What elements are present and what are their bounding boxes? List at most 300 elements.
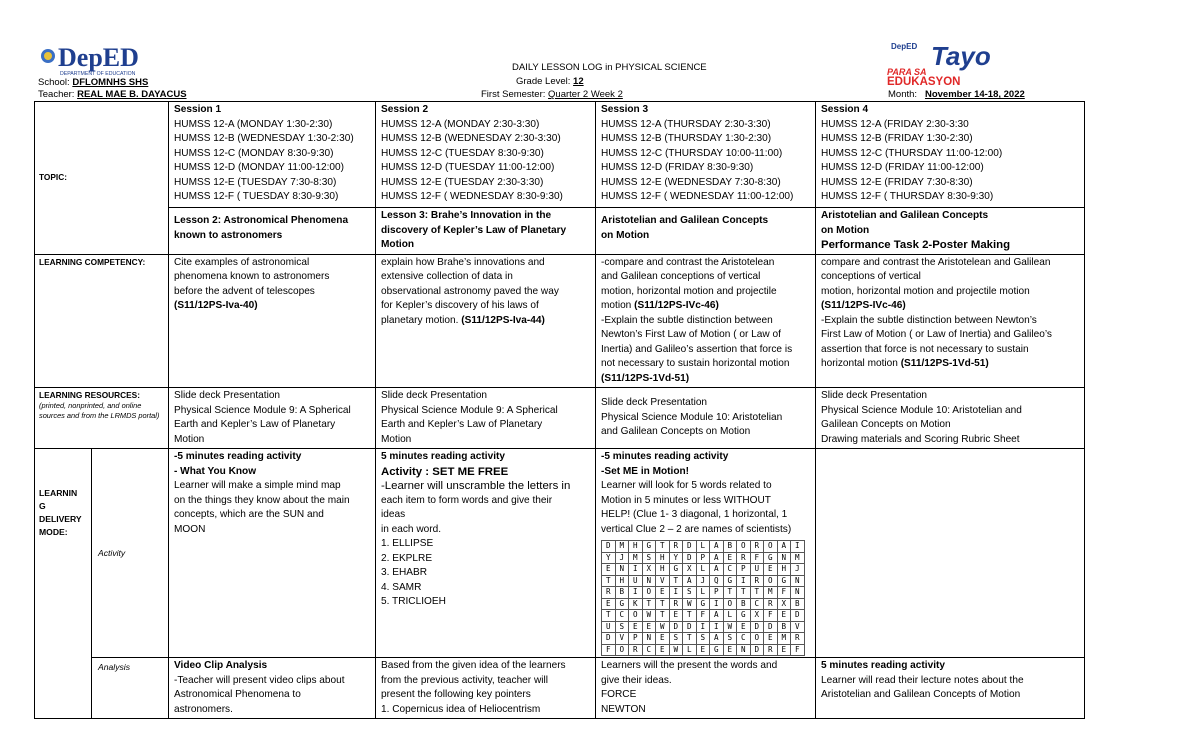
sessions-0-analysis_body-line: astronomers. [174,703,233,715]
word-grid-cell: P [696,552,710,564]
sessions-3-analysis_body-line: Learner will read their lecture notes about the [821,674,1024,686]
word-grid-cell: E [656,587,670,599]
word-grid-row [602,575,805,587]
word-grid-cell: B [791,598,805,610]
word-grid-cell: G [642,541,656,553]
word-grid-cell: T [642,598,656,610]
sessions-1-activity_list-line: 5. TRICLIOEH [381,596,446,607]
word-grid-cell: D [669,621,683,633]
word-grid-cell: I [669,587,683,599]
word-grid-cell: R [737,552,751,564]
word-grid-row [602,621,805,633]
word-grid-cell: Y [669,552,683,564]
teacher-line: Teacher: REAL MAE B. DAYACUS [38,89,187,100]
word-grid-cell: F [750,552,764,564]
sessions-0-analysis_body-line: Astronomical Phenomena to [174,689,301,700]
word-grid-cell: L [683,644,697,656]
word-grid-cell: T [602,610,616,622]
sessions-3-lesson-line: Aristotelian and Galilean Concepts [821,210,989,221]
word-grid-cell: J [696,575,710,587]
sessions-2-schedule-line: HUMSS 12-A (THURSDAY 2:30-3:30) [601,118,771,130]
session-1-schedule: Session 1 HUMSS 12-A (MONDAY 1:30-2:30) HUMSS 12-B (WEDNESDAY 1:30-2:30) HUMSS 12-C (MONDAY 8:30-9:30) HUMSS 12-D (MONDAY 11:00-12:00) HUMSS 12-E (TUESDAY 7:30-8:30) HUMSS 12-F ( TUESDAY 8:30-9:30) [169,102,376,208]
word-grid-cell: R [764,598,778,610]
word-grid-cell: I [710,598,724,610]
session-3-analysis [596,658,816,719]
session-1-analysis: Video Clip Analysis -Teacher will present video clips about Astronomical Phenomena to astronomers. [169,658,376,719]
word-grid-cell: I [696,621,710,633]
month-line: Month: November 14-18, 2022 [888,89,1025,100]
word-grid-cell: A [710,633,724,645]
word-grid-cell: O [723,598,737,610]
word-grid-cell: C [750,598,764,610]
word-grid-cell: R [669,541,683,553]
sessions-3-lesson-line: on Motion [821,224,870,236]
sessions-2-schedule-line: HUMSS 12-F ( WEDNESDAY 11:00-12:00) [601,191,794,202]
word-grid-cell: T [656,610,670,622]
sessions-2-competency2-line: -Explain the subtle distinction between [601,314,773,326]
word-grid-cell: G [764,552,778,564]
word-grid-cell: D [683,541,697,553]
sessions-0-resources-line: Earth and Kepler’s Law of Planetary [174,419,336,430]
sessions-2-competency-line: and Galilean conceptions of vertical [601,271,761,282]
sessions-3-competency2-line: -Explain the subtle distinction between Newton’s [821,314,1037,326]
word-grid-cell: E [656,644,670,656]
school-line: School: DFLOMNHS SHS [38,77,149,88]
word-grid-cell: W [669,644,683,656]
school-name: DFLOMNHS SHS [72,77,149,88]
word-grid-cell: V [615,633,629,645]
word-grid-cell: F [777,587,791,599]
word-grid-cell: E [642,621,656,633]
word-grid-cell: F [791,644,805,656]
word-grid-cell: P [737,564,751,576]
word-grid-cell: W [683,598,697,610]
sessions-3-resources-line: Physical Science Module 10: Aristotelian and [821,404,1022,416]
session-2-analysis [376,658,596,719]
competency-row [35,254,1085,388]
sessions-1-activity_body-line: each item to form words and give their [381,494,553,506]
word-grid-cell: Y [602,552,616,564]
word-grid-cell: A [777,541,791,553]
word-grid-cell: D [764,621,778,633]
word-grid-cell: S [696,633,710,645]
analysis-row [35,658,1085,719]
word-grid-cell: H [629,541,643,553]
session-4-competency: compare and contrast the Aristotelean and Galilean conceptions of vertical motion, horizontal motion and projectile motion (S11/12PS-IVc-46) -Explain the subtle distinction between Newton’s First Law of Motion ( or Law of Inertia) and Galileo’s assertion that force is not necessary to sustain horizontal motion (S11/12PS-1Vd-51) [816,254,1085,388]
resources-row [35,388,1085,449]
session-1-lesson [169,208,376,255]
word-grid-cell: N [615,564,629,576]
sessions-2-activity_body-line: Motion in 5 minutes or less WITHOUT [601,494,771,506]
word-grid-cell: G [723,575,737,587]
sessions-2-schedule-line: HUMSS 12-E (WEDNESDAY 7:30-8:30) [601,176,781,188]
word-grid-cell: R [669,598,683,610]
sessions-1-activity_body-line: in each word. [381,523,442,535]
word-grid-cell: B [777,621,791,633]
word-grid-cell: F [696,610,710,622]
word-grid-cell: D [683,621,697,633]
word-grid-cell: R [629,644,643,656]
word-grid-cell: U [629,575,643,587]
word-grid-cell: X [642,564,656,576]
word-grid-cell: U [602,621,616,633]
sessions-1-analysis_body-line: from the previous activity, teacher will [381,674,548,686]
word-grid-cell: J [615,552,629,564]
word-grid-cell: A [710,564,724,576]
sessions-1-lesson-line: Motion [381,239,415,250]
word-grid-cell: B [723,541,737,553]
word-grid-cell: V [791,621,805,633]
sessions-0-activity_body-line: MOON [174,523,206,535]
word-grid-cell: W [723,621,737,633]
word-grid-cell: N [791,575,805,587]
word-grid-cell: M [791,552,805,564]
sessions-2-schedule-line: HUMSS 12-C (THURSDAY 10:00-11:00) [601,147,783,159]
document-title: DAILY LESSON LOG in PHYSICAL SCIENCE [512,62,707,73]
word-grid-row [602,552,805,564]
word-grid-cell: F [764,610,778,622]
delivery-label: LEARNIN G DELIVERY MODE: [35,449,92,719]
word-grid-row [602,587,805,599]
sessions-0-activity_body-line: concepts, which are the SUN and [174,509,324,520]
sessions-3-competency-line: motion, horizontal motion and projectile motion [821,285,1030,297]
word-grid-cell: I [629,564,643,576]
sessions-0-schedule-line: HUMSS 12-B (WEDNESDAY 1:30-2:30) [174,133,354,144]
word-grid-cell: X [683,564,697,576]
word-grid-cell: E [777,610,791,622]
word-grid-cell: E [669,610,683,622]
sessions-0-activity_body-line: on the things they know about the main [174,494,350,506]
word-grid-cell: E [777,644,791,656]
topic-row [35,102,1085,208]
sessions-1-activity_body-line: ideas [381,509,406,520]
sessions-1-activity_list-line: 3. EHABR [381,567,427,578]
word-grid-cell: G [615,598,629,610]
sessions-0-lesson-line: Lesson 2: Astronomical Phenomena [174,215,349,226]
word-grid-cell: A [710,552,724,564]
deped-logo [38,42,178,78]
word-grid-cell: T [656,541,670,553]
sessions-3-competency2-line: First Law of Motion ( or Law of Inertia) and Galileo’s [821,329,1052,340]
word-grid-cell: M [777,633,791,645]
sessions-1-competency-line: extensive collection of data in [381,271,513,282]
session-4-analysis: 5 minutes reading activity Learner will read their lecture notes about the Aristotelian and Galilean Concepts of Motion [816,658,1085,719]
word-grid-row [602,610,805,622]
sessions-3-schedule-line: HUMSS 12-F ( THURSDAY 8:30-9:30) [821,191,994,202]
activity-label: Activity [92,449,169,658]
analysis-label: Analysis [92,658,169,719]
word-grid-cell: T [750,587,764,599]
sessions-1-schedule-line: HUMSS 12-A (MONDAY 2:30-3:30) [381,118,540,130]
word-grid-cell: L [696,564,710,576]
word-grid-cell: S [615,621,629,633]
sessions-3-schedule-line: HUMSS 12-D (FRIDAY 11:00-12:00) [821,162,984,173]
session-2-lesson [376,208,596,255]
word-grid-cell: P [710,587,724,599]
sessions-1-analysis_body-line: 1. Copernicus idea of Heliocentrism [381,703,541,715]
word-grid-cell: O [737,541,751,553]
word-grid-cell: H [656,564,670,576]
sessions-2-analysis_body-line: Learners will the present the words and [601,660,778,671]
sessions-0-resources-line: Slide deck Presentation [174,390,281,401]
word-grid-cell: L [696,587,710,599]
word-grid-cell: R [764,644,778,656]
sessions-2-competency2-line: not necessary to sustain horizontal motion [601,358,790,369]
sessions-3-resources-line: Drawing materials and Scoring Rubric Sheet [821,433,1020,445]
sessions-1-schedule-line: HUMSS 12-F ( WEDNESDAY 8:30-9:30) [381,191,563,202]
word-grid-cell: E [723,644,737,656]
sessions-0-schedule-line: HUMSS 12-E (TUESDAY 7:30-8:30) [174,176,337,188]
deped-tayo-logo [885,38,1025,88]
word-grid-cell: I [791,541,805,553]
word-grid-cell: M [615,541,629,553]
word-grid-cell: W [656,621,670,633]
word-grid-cell: R [750,575,764,587]
word-grid-cell: I [629,587,643,599]
word-grid-cell: D [602,633,616,645]
lesson-log-table [34,101,1085,719]
sessions-2-lesson-line: on Motion [601,229,650,241]
word-grid-cell: V [656,575,670,587]
word-grid-cell: R [750,541,764,553]
sessions-2-activity_body-line: HELP! (Clue 1- 3 diagonal, 1 horizontal, 1 [601,509,788,520]
word-grid-cell: T [683,610,697,622]
word-grid-cell: S [669,633,683,645]
sessions-0-lesson-line: known to astronomers [174,229,283,241]
word-grid-cell: U [750,564,764,576]
session-2-competency: explain how Brahe’s innovations and extensive collection of data in observational astronomy paved the way for Kepler’s discovery of his laws of planetary motion. (S11/12PS-Iva-44) [376,254,596,388]
sessions-2-analysis_body-line: give their ideas. [601,674,672,686]
sessions-1-resources-line: Slide deck Presentation [381,390,488,401]
session-2-schedule: Session 2 HUMSS 12-A (MONDAY 2:30-3:30) HUMSS 12-B (WEDNESDAY 2:30-3:30) HUMSS 12-C (TUESDAY 8:30-9:30) HUMSS 12-D (TUESDAY 11:00-12:00) HUMSS 12-E (TUESDAY 2:30-3:30) HUMSS 12-F ( WEDNESDAY 8:30-9:30) [376,102,596,208]
word-grid-cell: M [629,552,643,564]
sessions-2-lesson-line: Aristotelian and Galilean Concepts [601,215,769,226]
session-3-resources [596,388,816,449]
word-grid-cell: G [710,644,724,656]
word-grid-cell: C [642,644,656,656]
logo-wordmark: DepED [58,43,139,72]
word-grid-cell: N [642,575,656,587]
grade-line: Grade Level: 12 [516,76,584,87]
word-grid-cell: E [629,621,643,633]
word-grid-cell: E [656,633,670,645]
word-grid-cell: E [696,644,710,656]
word-grid-cell: E [723,552,737,564]
word-grid-cell: I [737,575,751,587]
word-grid-cell: C [737,633,751,645]
sessions-1-schedule-line: HUMSS 12-C (TUESDAY 8:30-9:30) [381,147,544,159]
session-3-schedule: Session 3 HUMSS 12-A (THURSDAY 2:30-3:30) HUMSS 12-B (THURSDAY 1:30-2:30) HUMSS 12-C (THURSDAY 10:00-11:00) HUMSS 12-D (FRIDAY 8:30-9:30) HUMSS 12-E (WEDNESDAY 7:30-8:30) HUMSS 12-F ( WEDNESDAY 11:00-12:00) [596,102,816,208]
sessions-2-resources-line: Slide deck Presentation [601,397,708,409]
session-1-competency: Cite examples of astronomical phenomena known to astronomers before the advent of telescopes (S11/12PS-Iva-40) [169,254,376,388]
sessions-2-competency2-line: Inertia) and Galileo’s assertion that force is [601,343,793,355]
word-grid-cell: C [615,610,629,622]
word-grid-cell: T [683,633,697,645]
word-grid-cell: E [737,621,751,633]
session-1-resources [169,388,376,449]
word-grid-cell: L [696,541,710,553]
sessions-3-competency-line: compare and contrast the Aristotelean and Galilean [821,256,1051,268]
sessions-3-competency2-line: assertion that force is not necessary to sustain [821,343,1029,355]
sessions-0-resources-line: Physical Science Module 9: A Spherical [174,404,351,416]
sessions-0-schedule-line: HUMSS 12-D (MONDAY 11:00-12:00) [174,162,344,173]
session-1-activity: -5 minutes reading activity - What You Know Learner will make a simple mind map on the things they know about the main concepts, which are the SUN and MOON [169,449,376,658]
word-grid-cell: N [642,633,656,645]
word-grid-cell: I [710,621,724,633]
sessions-1-analysis_body-line: Based from the given idea of the learners [381,660,566,671]
sessions-1-activity_list-line: 4. SAMR [381,581,422,593]
sessions-0-competency-line: Cite examples of astronomical [174,256,310,268]
sessions-0-analysis_body-line: -Teacher will present video clips about [174,674,345,686]
word-grid-cell: A [710,610,724,622]
sessions-2-competency-line: motion, horizontal motion and projectile [601,285,777,297]
word-grid-cell: Q [710,575,724,587]
svg-text:PARA SA: PARA SA [887,67,927,77]
word-grid-cell: T [669,575,683,587]
session-3-competency: -compare and contrast the Aristotelean and Galilean conceptions of vertical motion, horizontal motion and projectile motion (S11/12PS-IVc-46) -Explain the subtle distinction between Newton’s First Law of Motion ( or Law of Inertia) and Galileo’s assertion that force is not necessary to sustain horizontal motion (S11/12PS-1Vd-51) [596,254,816,388]
word-grid-cell: E [764,564,778,576]
session-4-resources [816,388,1085,449]
session-2-activity: 5 minutes reading activity Activity : SET ME FREE -Learner will unscramble the letters in each item to form words and give their ideas in each word. 1. ELLIPSE 2. EKPLRE 3. EHABR 4. SAMR 5. TRICLIOEH [376,449,596,658]
sessions-0-activity_body-line: Learner will make a simple mind map [174,480,341,491]
word-grid-cell: R [791,633,805,645]
sessions-1-schedule-line: HUMSS 12-D (TUESDAY 11:00-12:00) [381,162,555,173]
sessions-1-activity_list-line: 2. EKPLRE [381,552,433,564]
sessions-3-schedule-line: HUMSS 12-C (THURSDAY 11:00-12:00) [821,147,1003,159]
activity-row [35,449,1085,658]
session-4-lesson: Aristotelian and Galilean Concepts on Motion Performance Task 2-Poster Making [816,208,1085,255]
word-grid-cell: N [777,552,791,564]
sessions-1-schedule-line: HUMSS 12-B (WEDNESDAY 2:30-3:30) [381,133,561,144]
svg-text:EDUKASYON: EDUKASYON [887,76,961,88]
word-grid-cell: B [737,598,751,610]
word-grid-cell: F [602,644,616,656]
word-grid-cell: T [656,598,670,610]
sessions-0-schedule-line: HUMSS 12-F ( TUESDAY 8:30-9:30) [174,191,339,202]
word-grid-row [602,598,805,610]
word-grid-cell: P [629,633,643,645]
word-grid-cell: M [764,587,778,599]
teacher-name: REAL MAE B. DAYACUS [77,89,187,100]
sessions-1-lesson-line: discovery of Kepler’s Law of Planetary [381,224,567,236]
word-grid-row [602,644,805,656]
session-3-lesson [596,208,816,255]
word-grid-cell: G [777,575,791,587]
sessions-1-competency-line: observational astronomy paved the way [381,285,559,297]
word-grid-cell: T [602,575,616,587]
sessions-3-resources-line: Galilean Concepts on Motion [821,419,951,430]
sessions-1-competency-line: explain how Brahe’s innovations and [381,256,545,268]
word-grid-cell: X [777,598,791,610]
sessions-2-schedule-line: HUMSS 12-D (FRIDAY 8:30-9:30) [601,162,754,173]
sessions-1-resources-line: Motion [381,433,412,445]
sessions-0-schedule-line: HUMSS 12-C (MONDAY 8:30-9:30) [174,147,334,159]
sessions-1-competency-line: for Kepler’s discovery of his laws of [381,300,539,311]
sessions-1-schedule-line: HUMSS 12-E (TUESDAY 2:30-3:30) [381,176,544,188]
session-4-activity [816,449,1085,658]
word-grid-cell: G [737,610,751,622]
word-grid-cell: E [764,633,778,645]
word-grid-row [602,541,805,553]
semester-line: First Semester: Quarter 2 Week 2 [481,89,623,100]
resources-label: LEARNING RESOURCES: (printed, nonprinted, and online sources and from the LRMDS portal) [35,388,169,449]
word-grid-cell: J [791,564,805,576]
word-grid-cell: T [723,587,737,599]
word-grid-cell: O [629,610,643,622]
sessions-2-schedule-line: HUMSS 12-B (THURSDAY 1:30-2:30) [601,133,772,144]
word-search-grid [601,540,805,656]
word-grid-cell: E [602,564,616,576]
sessions-1-lesson-line: Lesson 3: Brahe’s Innovation in the [381,210,552,221]
word-grid-cell: O [750,633,764,645]
sessions-3-schedule-line: HUMSS 12-E (FRIDAY 7:30-8:30) [821,176,973,188]
sessions-1-analysis_body-line: present the following key pointers [381,689,531,700]
sessions-0-resources-line: Motion [174,433,205,445]
sessions-1-resources-line: Earth and Kepler’s Law of Planetary [381,419,543,430]
logo-subtitle: DEPARTMENT OF EDUCATION [60,71,136,77]
sessions-3-competency-line: conceptions of vertical [821,271,921,282]
word-grid-cell: K [629,598,643,610]
word-grid-cell: H [656,552,670,564]
sessions-2-competency-line: -compare and contrast the Aristotelean [601,256,775,268]
word-grid-cell: D [602,541,616,553]
word-grid-cell: N [737,644,751,656]
sessions-2-activity_body-line: Learner will look for 5 words related to [601,480,772,491]
word-grid-cell: O [642,587,656,599]
word-grid-cell: E [602,598,616,610]
svg-text:DepED: DepED [891,42,918,51]
word-grid-cell: D [750,621,764,633]
word-grid-cell: B [615,587,629,599]
sessions-2-resources-line: Physical Science Module 10: Aristotelian [601,411,783,423]
lesson-row [35,208,1085,255]
word-grid-cell: X [750,610,764,622]
sessions-0-schedule-line: HUMSS 12-A (MONDAY 1:30-2:30) [174,118,333,130]
word-grid-cell: D [791,610,805,622]
word-grid-cell: H [615,575,629,587]
word-grid-cell: W [642,610,656,622]
word-grid-cell: S [642,552,656,564]
word-grid-cell: G [669,564,683,576]
sessions-3-resources-line: Slide deck Presentation [821,390,928,401]
session-4-schedule: Session 4 HUMSS 12-A (FRIDAY 2:30-3:30 HUMSS 12-B (FRIDAY 1:30-2:30) HUMSS 12-C (THURSDAY 11:00-12:00) HUMSS 12-D (FRIDAY 11:00-12:00) HUMSS 12-E (FRIDAY 7:30-8:30) HUMSS 12-F ( THURSDAY 8:30-9:30) [816,102,1085,208]
session-2-resources [376,388,596,449]
sessions-2-resources-line: and Galilean Concepts on Motion [601,426,751,438]
word-grid-cell: N [791,587,805,599]
word-grid-cell: D [683,552,697,564]
word-grid-cell: L [723,610,737,622]
svg-text:Tayo: Tayo [931,41,991,71]
sessions-1-activity_list-line: 1. ELLIPSE [381,538,434,549]
sessions-2-analysis_body-line: NEWTON [601,703,646,715]
sessions-3-analysis_body-line: Aristotelian and Galilean Concepts of Motion [821,689,1021,700]
word-grid-cell: O [764,541,778,553]
session-3-activity: -5 minutes reading activity -Set ME in Motion! Learner will look for 5 words related to Motion in 5 minutes or less WITHOUT HELP! (Clue 1- 3 diagonal, 1 horizontal, 1 vertical Clue 2 – 2 are names of scientists) D M H G T R D L A B O R O A I Y J M S H Y D P A E R F G N M E N I X H G X L A C P U E H J T H U N V T A J Q G I R O G N R B I O E I S L P T T T M F N E G K T T R W G I O B C R X B T C O W T E T F A L G X F E D U S E E W D D I I W E D D B V D V P N E S T S A S C O E M R F O R C E W L E G E N D R E F [596,449,816,658]
word-grid-row [602,633,805,645]
sessions-3-schedule-line: HUMSS 12-A (FRIDAY 2:30-3:30 [821,118,969,130]
word-grid-cell: O [764,575,778,587]
sessions-1-resources-line: Physical Science Module 9: A Spherical [381,404,558,416]
word-grid-cell: A [710,541,724,553]
sessions-3-schedule-line: HUMSS 12-B (FRIDAY 1:30-2:30) [821,133,973,144]
word-grid-cell: C [723,564,737,576]
word-grid-cell: D [750,644,764,656]
sessions-0-competency-line: phenomena known to astronomers [174,271,330,282]
word-grid-cell: A [683,575,697,587]
topic-label: TOPIC: [35,102,169,255]
word-grid-cell: H [777,564,791,576]
word-grid-cell: R [602,587,616,599]
